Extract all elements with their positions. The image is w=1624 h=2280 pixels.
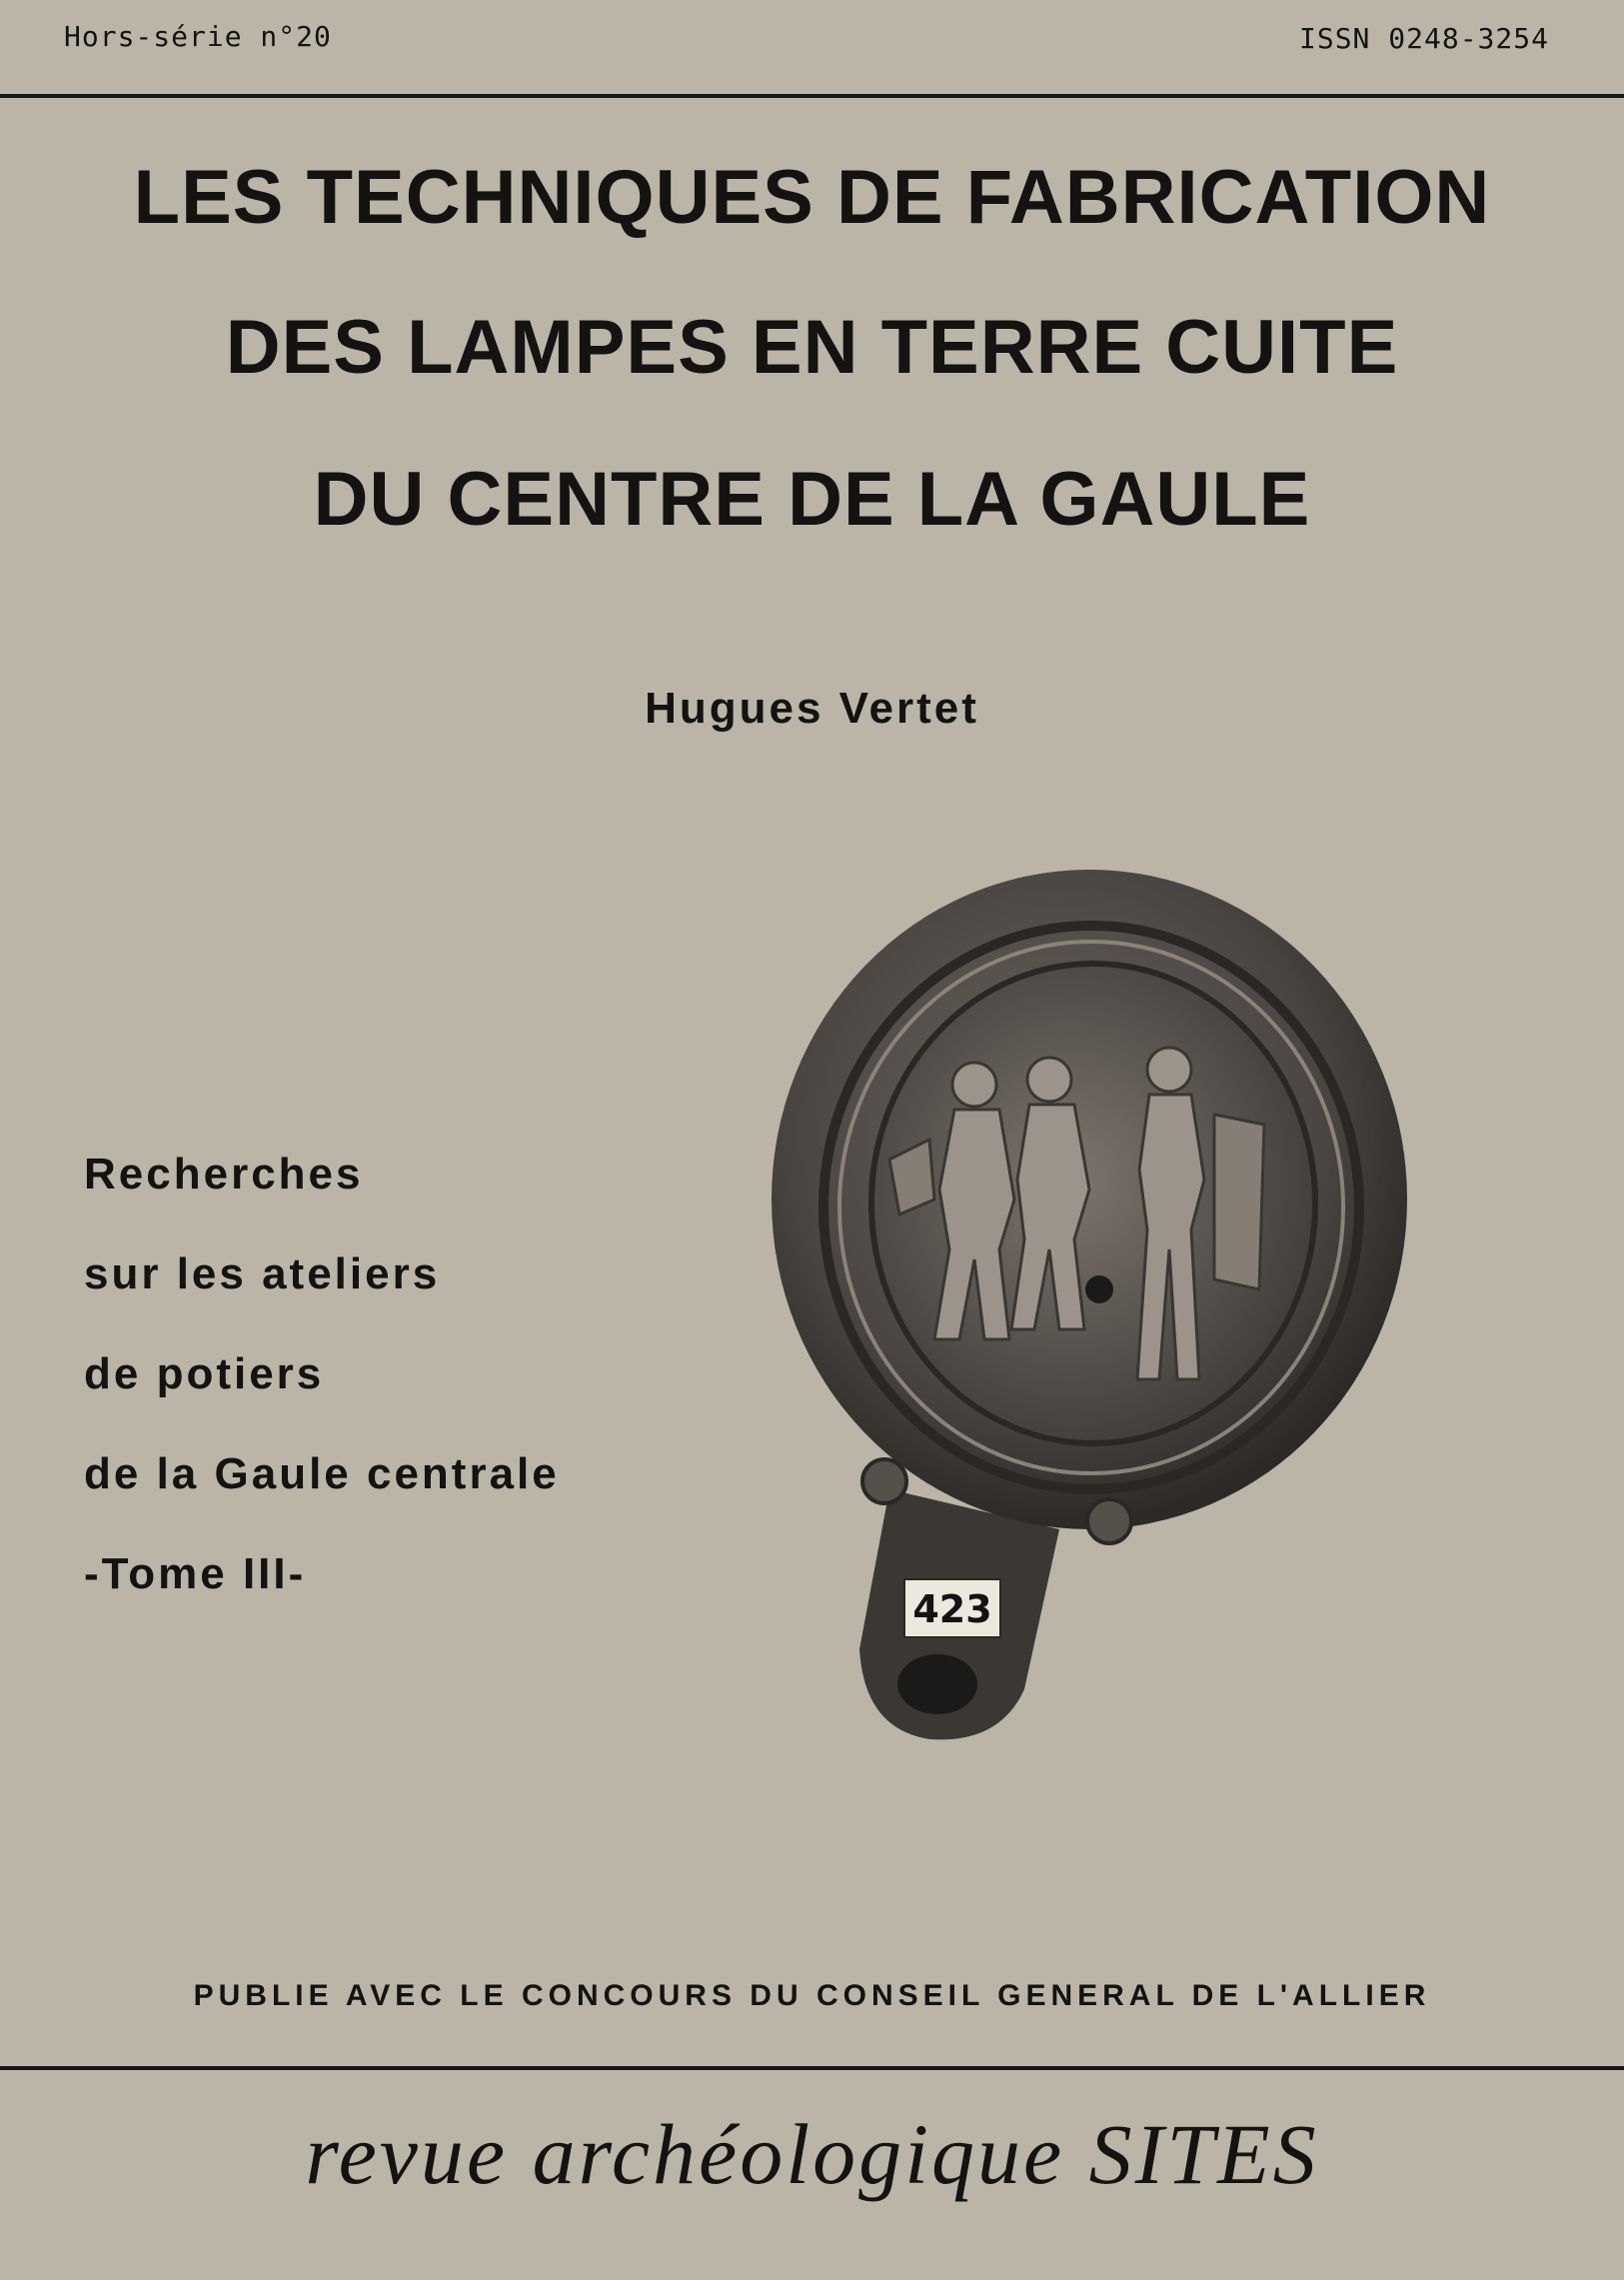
- series-line-3: de potiers: [84, 1349, 325, 1398]
- journal-name: revue archéologique SITES: [305, 2106, 1319, 2202]
- series-line-5: -Tome III-: [84, 1549, 307, 1598]
- series-number: Hors-série n°20: [64, 20, 332, 53]
- series-line-4: de la Gaule centrale: [84, 1449, 560, 1498]
- inventory-label: 423: [912, 1587, 992, 1631]
- title-line-3: DU CENTRE DE LA GAULE: [313, 457, 1311, 542]
- series-line-1: Recherches: [84, 1149, 364, 1198]
- title-line-1: LES TECHNIQUES DE FABRICATION: [133, 155, 1491, 240]
- title-line-2: DES LAMPES EN TERRE CUITE: [225, 305, 1399, 390]
- volute-right: [1087, 1499, 1131, 1543]
- author: Hugues Vertet: [645, 684, 979, 733]
- lamp-photo: [760, 870, 1419, 1749]
- filling-hole: [1085, 1275, 1113, 1303]
- issn: ISSN 0248-3254: [1298, 22, 1549, 55]
- series-description: [84, 1125, 560, 1624]
- volute-left: [862, 1459, 906, 1503]
- publisher-note: PUBLIE AVEC LE CONCOURS DU CONSEIL GENERAL DE L'ALLIER: [193, 1979, 1431, 2012]
- series-line-2: sur les ateliers: [84, 1249, 441, 1298]
- wick-hole: [897, 1654, 977, 1714]
- bottom-rule: [0, 2066, 1624, 2070]
- top-rule: [0, 94, 1624, 98]
